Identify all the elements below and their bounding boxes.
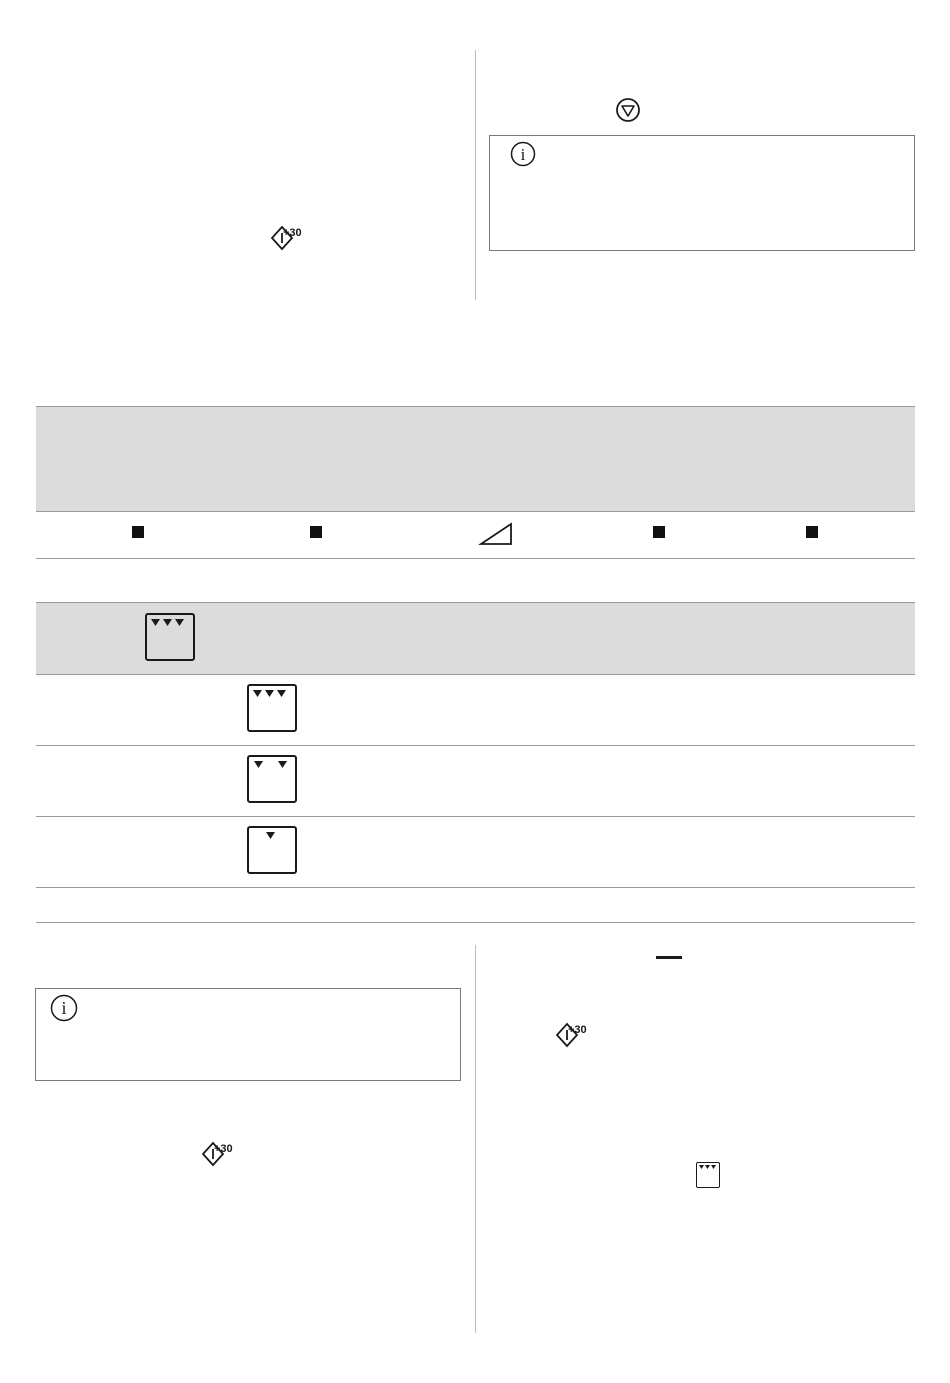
table-row-rule-1 [36,558,915,559]
svg-text:i: i [61,998,67,1018]
down-arrow-circle-icon [615,97,641,123]
oven-small-icon [696,1162,720,1188]
table-row-rule-5 [36,816,915,817]
info-icon [50,994,78,1022]
table-row-rule-3 [36,674,915,675]
dash-icon [656,956,682,959]
table-row-rule-6 [36,887,915,888]
timer-plus-30-icon [553,1021,591,1051]
marker-square-4 [806,526,818,538]
table-header-rule [36,511,915,512]
oven-two-heaters-icon [247,755,297,803]
oven-one-heater-icon [247,826,297,874]
timer-superscript: +30 [568,1024,587,1036]
marker-square-3 [653,526,665,538]
timer-superscript: +30 [283,227,302,239]
oven-three-heaters-icon [247,684,297,732]
table-row-rule-4 [36,745,915,746]
timer-superscript: +30 [214,1143,233,1155]
info-box-bottom [35,988,461,1081]
table-bottom-rule [36,922,915,923]
info-box-top [489,135,915,251]
oven-three-heaters-icon [145,613,195,661]
info-icon [510,141,536,167]
timer-plus-30-icon [268,224,306,254]
column-divider-top [475,50,476,300]
column-divider-bottom [475,945,476,1333]
timer-plus-30-icon [199,1140,237,1170]
marker-square-1 [132,526,144,538]
wedge-triangle-icon [478,521,514,547]
marker-square-2 [310,526,322,538]
svg-text:i: i [520,145,526,164]
table-header-band [36,407,915,511]
